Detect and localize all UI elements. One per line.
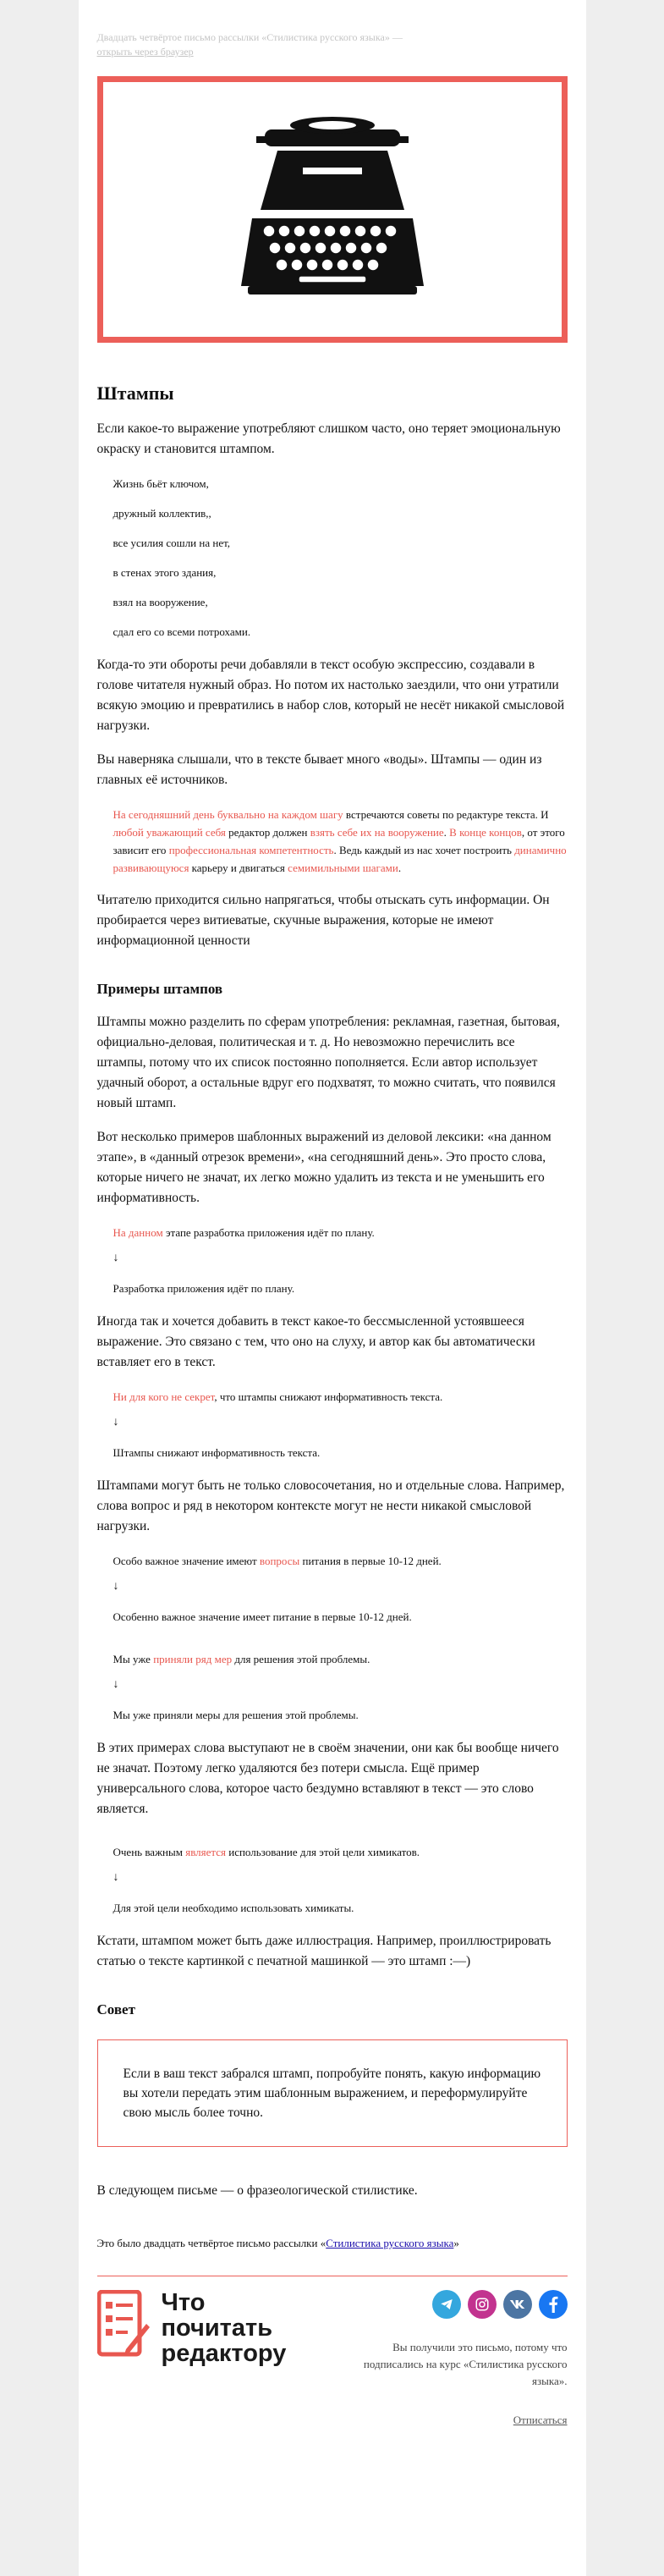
subscription-note: Вы получили это письмо, потому что подписались на курс «Стилистика русского языка».: [363, 2341, 568, 2387]
facebook-icon[interactable]: [539, 2290, 568, 2319]
social-links: [331, 2290, 568, 2319]
telegram-icon[interactable]: [432, 2290, 461, 2319]
paragraph: Когда-то эти обороты речи добавляли в текст особую экспрессию, создавали в голове читателя нужный образ. Но потом их настолько заездили, что они утратили всякую эмоцию и превратились в набор слов, который не несёт никакой смысловой нагрузки.: [96, 658, 565, 733]
example-2: Ни для кого не секрет, что штампы снижают информативность текста. ↓ Штампы снижают информативность текста.: [97, 1388, 568, 1462]
intro-paragraph: Если какое-то выражение употребляют слишком часто, оно теряет эмоциональную окраску и становится штампом.: [96, 421, 561, 456]
arrow-down-icon: ↓: [112, 1580, 119, 1593]
paragraph: Кстати, штампом может быть даже иллюстрация. Например, проиллюстрировать статью о тексте картинкой с печатной машинкой — это штамп :—): [96, 1934, 552, 1968]
footer: [97, 2290, 568, 2427]
next-letter-note: В следующем письме — о фразеологической стилистике.: [96, 2183, 418, 2198]
paragraph: В этих примерах слова выступают не в своём значении, они как бы вообще ничего не значат. Поэтому легко удаляются без потери смысла. Ещё пример универсального слова, которое часто бездумно вставляют в текст — это слово является.: [96, 1741, 559, 1816]
hero-image: [97, 76, 568, 343]
unsubscribe-link[interactable]: Отписаться: [513, 2414, 568, 2426]
example-block: На сегодняшний день буквально на каждом шагу встречаются советы по редактуре текста. И любой уважающий себя редактор должен взять себе их на вооружение. В конце концов, от этого зависит его профессиональная компетентность. Ведь каждый из нас хочет построить динамично развивающуюся карьеру и двигаться семимильными шагами.: [112, 808, 567, 874]
example-5: Очень важным является использование для этой цели химикатов. ↓ Для этой цели необходимо использовать химикаты.: [97, 1843, 568, 1918]
phrase: Жизнь бьёт ключом,: [112, 477, 209, 490]
example-3: Особо важное значение имеют вопросы питания в первые 10-12 дней. ↓ Особенно важное значение имеет питание в первые 10-12 дней.: [97, 1552, 568, 1627]
paragraph: Вы наверняка слышали, что в тексте бывает много «воды». Штампы — один из главных её источников.: [96, 752, 542, 787]
arrow-down-icon: ↓: [112, 1416, 119, 1428]
series-note: Это было двадцать четвёртое письмо рассылки «Стилистика русского языка»: [96, 2237, 459, 2249]
phrase: взял на вооружение,: [112, 596, 208, 608]
phrase: сдал его со всеми потрохами.: [112, 625, 251, 638]
paragraph: Вот несколько примеров шаблонных выражений из деловой лексики: «на данном этапе», в «данный отрезок времени», «на сегодняшний день». Это просто слова, которые ничего не значат, их легко можно удалить из текста и не уменьшить его информативность.: [96, 1130, 552, 1205]
brand-logo[interactable]: [97, 2290, 287, 2427]
example-4: Мы уже приняли ряд мер для решения этой проблемы. ↓ Мы уже приняли меры для решения этой проблемы.: [97, 1650, 568, 1725]
paragraph: Читателю приходится сильно напрягаться, чтобы отыскать суть информации. Он пробирается через витиеватые, скучные выражения, которые не имеют информационной ценности: [96, 893, 550, 948]
series-link[interactable]: Стилистика русского языка: [326, 2237, 454, 2249]
paragraph: Иногда так и хочется добавить в текст какое-то бессмысленной устоявшееся выражение. Это связано с тем, что оно на слуху, и автор как бы автоматически вставляет его в текст.: [96, 1314, 535, 1369]
footer-right: [331, 2290, 568, 2427]
paragraph: Штампами могут быть не только словосочетания, но и отдельные слова. Например, слова вопрос и ряд в некотором контексте могут не нести никакой смысловой нагрузки.: [96, 1478, 565, 1533]
vk-icon[interactable]: [503, 2290, 532, 2319]
phrase: в стенах этого здания,: [112, 566, 217, 579]
brand-name: Что почитать редактору: [161, 2289, 287, 2367]
arrow-down-icon: ↓: [112, 1678, 119, 1691]
email-body: [79, 0, 586, 2576]
paragraph: Штампы можно разделить по сферам употребления: рекламная, газетная, бытовая, официально-деловая, политическая и т. д. Но невозможно перечислить все штампы, потому что их список постоянно пополняется. Если автор использует удачный оборот, а остальные вдруг его подхватят, то можно считать, что появился новый штамп.: [96, 1015, 560, 1110]
typewriter-illustration: [231, 108, 434, 311]
example-1: На данном этапе разработка приложения идёт по плану. ↓ Разработка приложения идёт по плану.: [97, 1224, 568, 1298]
section-heading: Совет: [96, 2001, 135, 2017]
checklist-pencil-icon: [97, 2290, 151, 2363]
arrow-down-icon: ↓: [112, 1871, 119, 1884]
phrase: дружный коллектив,,: [112, 507, 211, 520]
article-title: Штампы: [96, 383, 174, 404]
phrase: все усилия сошли на нет,: [112, 537, 231, 549]
open-in-browser-link[interactable]: открыть через браузер: [96, 46, 194, 58]
tip-box: Если в ваш текст забрался штамп, попробуйте понять, какую информацию вы хотели передать этим шаблонным выражением, и переформулируйте свою мысль более точно.: [97, 2039, 568, 2147]
arrow-down-icon: ↓: [112, 1252, 119, 1264]
preheader: [97, 0, 568, 59]
section-heading: Примеры штампов: [96, 981, 223, 997]
preheader-text: Двадцать четвёртое письмо рассылки «Стилистика русского языка» —: [96, 31, 403, 43]
instagram-icon[interactable]: [468, 2290, 497, 2319]
phrase-list: [97, 475, 568, 641]
